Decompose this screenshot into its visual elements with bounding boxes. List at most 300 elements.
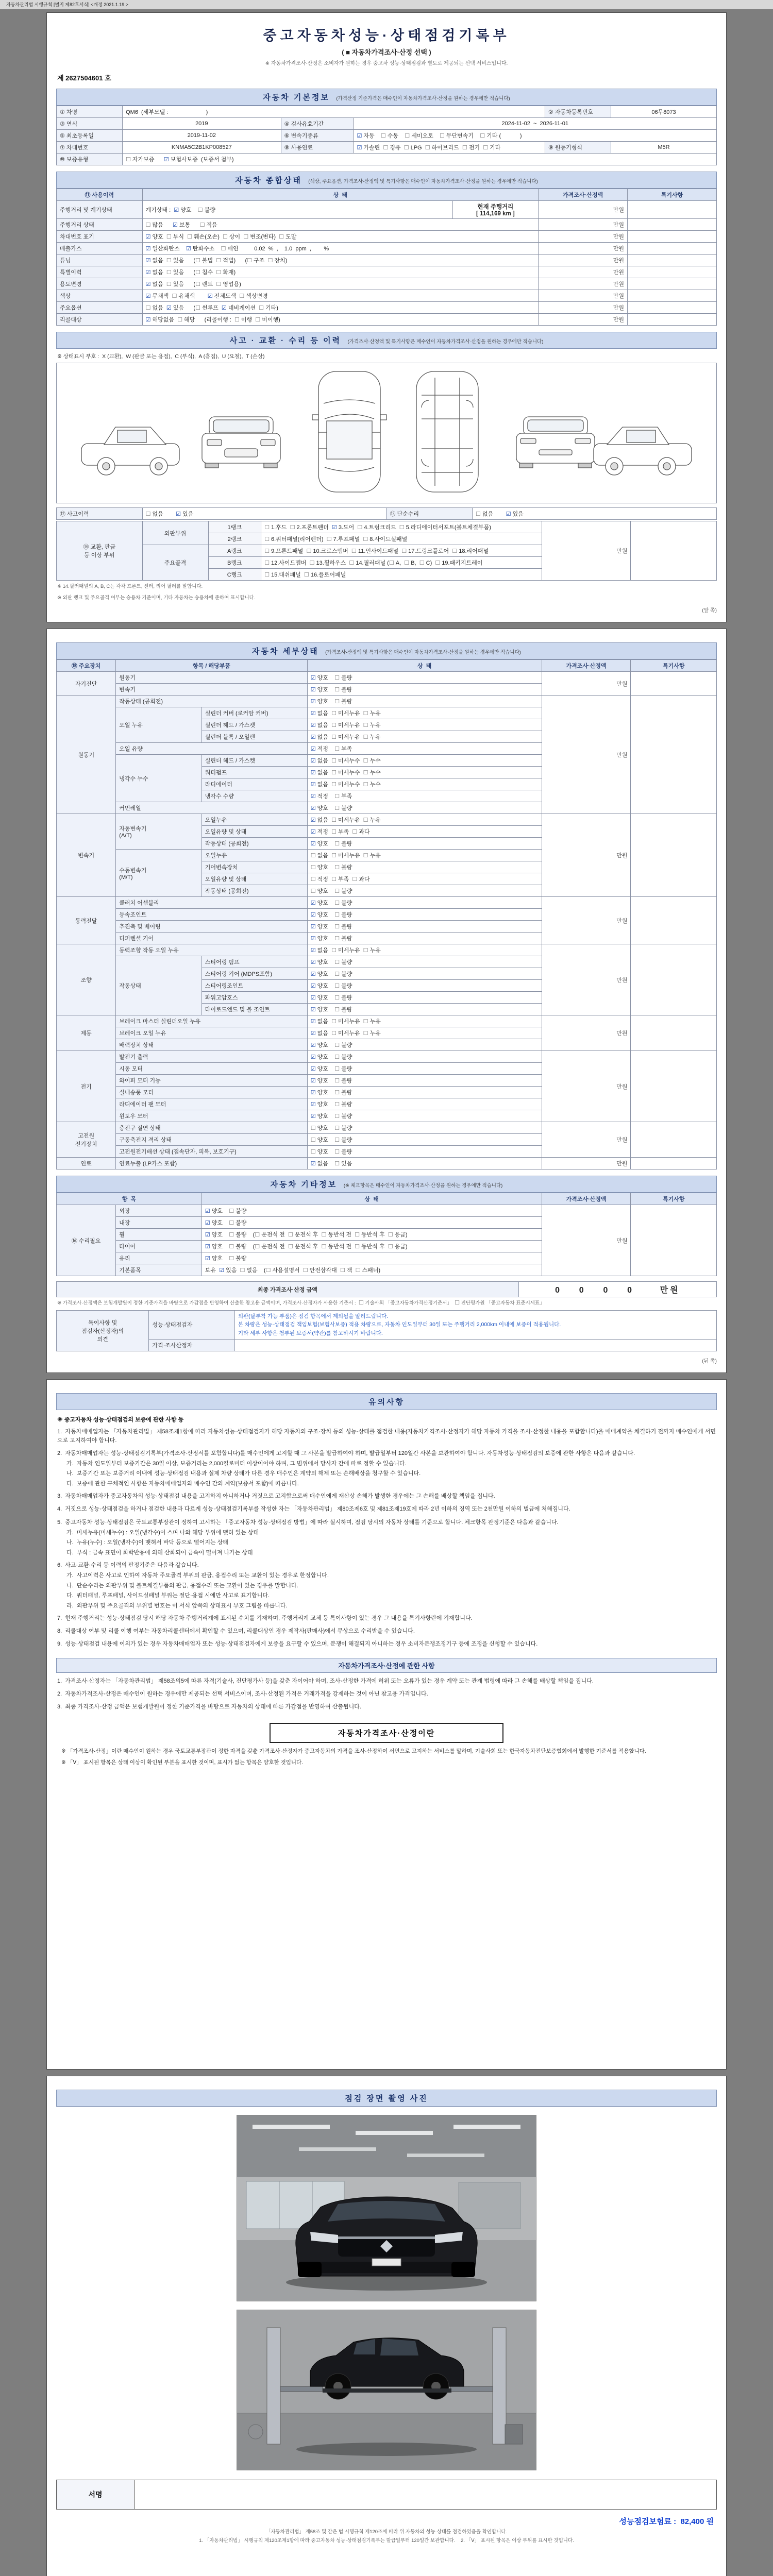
table-cell: ☐ 없음 ☑ 있음: [473, 508, 717, 520]
table-cell: 오일누유: [201, 850, 307, 861]
table-cell: [631, 696, 717, 814]
notice-item: 1. 가격조사·산정자는 「자동차관리법」 제58조의5에 따른 자격(기술사, 진단평가사 등)을 갖춘 자이어야 하며, 조사·산정한 가격에 허위 또는 오류가 있는 경우 계약 또는 관계 법령에 따라 그 손해를 배상할 책임을 집니다.: [57, 1678, 594, 1685]
table-cell: ⑫ 사고이력: [57, 508, 143, 520]
table-cell: ☑ 없음 ☐ 미세누유 ☐ 누유: [307, 814, 542, 826]
table-cell: 충전구 절연 상태: [116, 1122, 307, 1134]
inspector-opinion-table: [56, 1310, 717, 1351]
table-cell: 보유 ☑ 있음 ☐ 없음 (☐ 사용설명서 ☐ 안전삼각대 ☐ 잭 ☐ 스패너): [201, 1264, 542, 1276]
section-note-misc: (※ 체크항목은 매수인이 자동차가격조사·산정을 원하는 경우에만 적습니다): [343, 1183, 503, 1189]
table-cell: 2랭크: [208, 533, 261, 545]
notice-item: 3. 자동차매매업자가 중고자동차의 성능·상태점검 내용을 고지하지 아니하거나 거짓으로 고지함으로써 매수인에게 재산상 손해가 발생한 경우에는 그 손해를 배상할 책임을 집니다.: [57, 1493, 495, 1500]
table-cell: 추진축 및 베어링: [116, 921, 307, 933]
table-cell: [628, 278, 717, 290]
table-cell: 0 0 0 0 만원: [518, 1282, 716, 1297]
table-cell: ☑ 없음 ☐ 미세누유 ☐ 누유: [307, 731, 542, 743]
table-cell: 만원: [539, 219, 628, 231]
table-cell: 라디에이터: [201, 778, 307, 790]
table-cell: 내장: [116, 1217, 202, 1229]
table-cell: ⑬ 단순수리: [386, 508, 473, 520]
overall-condition-table: [56, 189, 717, 326]
notice-subitem: 가. 사고이력은 사고로 인하여 자동차 주요골격 부위의 판금, 용접수리 또는 교환이 있는 경우로 한정합니다.: [66, 1572, 329, 1579]
table-cell: 와이퍼 모터 기능: [116, 1075, 307, 1087]
table-cell: [628, 290, 717, 302]
table-cell: ☑ 적정 ☐ 부족: [307, 743, 542, 755]
table-cell: ☑ 없음 ☐ 미세누유 ☐ 누유: [307, 944, 542, 956]
table-cell: [628, 314, 717, 326]
table-cell: 브레이크 오일 누유: [116, 1027, 307, 1039]
table-cell: [631, 1205, 717, 1276]
table-cell: 브레이크 마스터 실린더오일 누유: [116, 1015, 307, 1027]
table-cell: 주요골격: [142, 545, 208, 581]
signature-area: [135, 2480, 716, 2509]
table-cell: ☐ 없음 ☐ 미세누유 ☐ 누유: [307, 850, 542, 861]
table-cell: ☑ 양호 ☐ 불량: [307, 956, 542, 968]
table-cell: 발전기 출력: [116, 1051, 307, 1063]
table-cell: 기어변속장치: [201, 861, 307, 873]
table-cell: KNMA5C2B1KP008527: [123, 142, 281, 154]
table-cell: 커먼레일: [116, 802, 307, 814]
sheet-photos: [46, 2076, 727, 2576]
table-cell: [628, 219, 717, 231]
table-cell: 계기상태 : ☑ 양호 ☐ 불량: [142, 201, 452, 219]
table-cell: ④ 검사유효기간: [281, 118, 354, 130]
notice-item: 6. 사고·교환·수리 등 이력의 판정기준은 다음과 같습니다.: [57, 1562, 199, 1569]
table-cell: 스티어링조인트: [201, 980, 307, 992]
table-cell: 최종 가격조사·산정 금액: [57, 1282, 519, 1297]
table-cell: 시동 모터: [116, 1063, 307, 1075]
table-cell: ☑ 없음 ☐ 있음 (☐ 렌트 ☐ 영업용): [142, 278, 539, 290]
section-title-detail: 자동차 세부상태: [252, 647, 319, 656]
table-cell: ☐ 없음 ☑ 있음 (☐ 썬루프 ☑ 네비게이션 ☐ 기타): [142, 302, 539, 314]
table-cell: 배출가스: [57, 243, 143, 255]
table-cell: 만원: [542, 1122, 631, 1158]
inspection-insurance-fee: 성능점검보험료 : 82,400 원: [619, 2517, 714, 2526]
table-cell: ☑ 양호 ☐ 불량: [307, 1039, 542, 1051]
table-cell: ② 자동차등록번호: [545, 106, 611, 118]
table-cell: 가격·조사산정자: [149, 1339, 235, 1351]
table-cell: ☑ 양호 ☐ 불량: [307, 1098, 542, 1110]
table-cell: ☑ 양호 ☐ 불량: [307, 968, 542, 980]
table-cell: [631, 1051, 717, 1122]
table-cell: 만원: [542, 814, 631, 897]
section-note-detail: (가격조사·산정액 및 특기사항은 매수인이 자동차가격조사·산정을 원하는 경우에만 적습니다): [325, 650, 521, 655]
table-cell: 오일유량 및 상태: [201, 826, 307, 838]
table-cell: ☑ 양호 ☐ 불량: [307, 672, 542, 684]
table-cell: 용도변경: [57, 278, 143, 290]
page-mark: (앞 쪽): [702, 608, 717, 614]
table-cell: ☑ 없음 ☐ 미세누유 ☐ 누유: [307, 1015, 542, 1027]
table-cell: ☑ 양호 ☐ 불량: [307, 838, 542, 850]
table-cell: 가격조사·산정액: [542, 1193, 631, 1205]
table-cell: ☑ 양호 ☐ 불량: [307, 1087, 542, 1098]
doc-number: 제 2627504601 호: [57, 74, 111, 82]
notice-item: 7. 현재 주행거리는 성능·상태점검 당시 해당 자동차 주행거리계에 표시된 수치를 기재하며, 주행거리계 교체 등 특이사항이 있는 경우 그 내용을 특기사항란에 기재합니다.: [57, 1615, 473, 1622]
table-cell: 특이사항 및 점검자(산정자)의 의견: [57, 1311, 149, 1351]
table-cell: 특기사항: [631, 1193, 717, 1205]
table-cell: 오일 유량: [116, 743, 307, 755]
table-cell: [631, 944, 717, 1015]
table-cell: ☑ 양호 ☐ 불량: [201, 1217, 542, 1229]
table-cell: 스티어링 펌프: [201, 956, 307, 968]
table-cell: 만원: [542, 1158, 631, 1170]
price-definition-title: 자동차가격조사·산정이란: [270, 1723, 503, 1743]
table-cell: [628, 302, 717, 314]
table-cell: ☑ 양호 ☐ 불량: [307, 684, 542, 696]
table-cell: 라디에이터 팬 모터: [116, 1098, 307, 1110]
table-cell: [631, 1158, 717, 1170]
damage-code-legend: ※ 상태표시 부호 : X (교환), W (판금 또는 용접), C (부식), A (흠집), U (요철), T (손상): [57, 353, 265, 360]
table-cell: ☐ 양호 ☐ 불량: [307, 861, 542, 873]
table-cell: 외장: [116, 1205, 202, 1217]
table-cell: 상 태: [142, 189, 539, 201]
table-cell: ☐ 6.쿼터패널(리어펜더) ☐ 7.루프패널 ☐ 8.사이드실패널: [261, 533, 542, 545]
signature-label: 서명: [57, 2480, 135, 2509]
table-cell: ☑ 자동 ☐ 수동 ☐ 세미오토 ☐ 무단변속기 ☐ 기타 ( ): [354, 130, 717, 142]
table-cell: 윈도우 모터: [116, 1110, 307, 1122]
table-cell: ☑ 적정 ☐ 부족: [307, 790, 542, 802]
table-cell: 만원: [539, 302, 628, 314]
table-cell: ☑ 없음 ☐ 있음: [307, 1158, 542, 1170]
doc-subtitle: ( ■ 자동차가격조사·산정 선택 ): [342, 48, 431, 56]
notice-subitem: 가. 자동차 인도일부터 보증기간은 30일 이상, 보증거리는 2,000킬로미터 이상이어야 하며, 그 범위에서 당사자 간에 따로 정할 수 있습니다.: [66, 1460, 407, 1467]
table-cell: ☑ 일산화탄소 ☑ 탄화수소 ☐ 매연 0.02 % , 1.0 ppm , %: [142, 243, 539, 255]
table-cell: [628, 266, 717, 278]
table-cell: 실린더 헤드 / 가스켓: [201, 719, 307, 731]
section-header-photos: [56, 2090, 717, 2107]
final-price-table: [56, 1281, 717, 1297]
misc-info-table: [56, 1193, 717, 1276]
notice-item: 1. 「자동차관리법」 시행규칙 제120조제1항에 따라 중고자동차 성능·상태점검기록부는 발급일부터 120일간 보관합니다. 2. 「Ⅴ」 표시된 항목은 이상 부위를 표시한 것입니다.: [199, 2538, 574, 2544]
section-title-misc: 자동차 기타정보: [270, 1180, 338, 1189]
car-rear-view: [516, 417, 595, 468]
table-cell: 전기: [57, 1051, 116, 1122]
inspection-photo-lift: [237, 2310, 536, 2470]
table-cell: ☑ 양호 ☐ 불량: [307, 696, 542, 707]
accident-history-table: [56, 507, 717, 520]
table-cell: 만원: [539, 243, 628, 255]
table-cell: ☐ 15.대쉬패널 ☐ 16.플로어패널: [261, 569, 542, 581]
table-cell: 만원: [542, 944, 631, 1015]
notice-item: 2. 자동차가격조사·산정은 매수인이 원하는 경우에만 제공되는 선택 서비스이며, 조사·산정된 가격은 거래가격을 강제하는 것이 아닌 참고용 가격입니다.: [57, 1691, 428, 1698]
table-cell: M5R: [611, 142, 717, 154]
table-cell: 만원: [539, 290, 628, 302]
car-top-view-frame: [416, 371, 478, 492]
table-cell: ☐ 자가보증 ☑ 보험사보증 (보증서 첨부): [123, 154, 717, 165]
table-cell: ☑ 양호 ☐ 불량: [201, 1205, 542, 1217]
table-cell: 2024-11-02 ~ 2026-11-01: [354, 118, 717, 130]
notice-item: 5. 중고자동차 성능·상태점검은 국토교통부장관이 정하여 고시하는 「중고자동차 성능·상태점검 방법」에 따라 실시하며, 점검 당시의 자동차 상태를 기준으로 합니다. 체크항목 판정기준은 다음과 같습니다.: [57, 1519, 559, 1526]
table-cell: 자동변속기 (A/T): [116, 814, 202, 850]
table-cell: 작동상태 (공회전): [201, 885, 307, 897]
table-cell: 실린더 커버 (로커암 커버): [201, 707, 307, 719]
table-cell: ⑧ 사용연료: [281, 142, 354, 154]
table-cell: 주행거리 및 계기상태: [57, 201, 143, 219]
table-cell: ☐ 양호 ☐ 불량: [307, 1134, 542, 1146]
detail-condition-table: [56, 659, 717, 1170]
table-cell: 타이어: [116, 1241, 202, 1252]
notice-item: 8. 리콜대상 여부 및 리콜 이행 여부는 자동차리콜센터에서 확인할 수 있으며, 리콜대상인 경우 제작사(판매사)에서 무상으로 수리받을 수 있습니다.: [57, 1628, 415, 1635]
table-cell: ☑ 양호 ☐ 불량: [201, 1252, 542, 1264]
table-cell: 만원: [539, 266, 628, 278]
table-cell: ☑ 없음 ☐ 미세누유 ☐ 누유: [307, 719, 542, 731]
section-header-overall: [56, 172, 717, 189]
section-header-accident: [56, 332, 717, 349]
table-cell: ☑ 양호 ☐ 불량: [307, 992, 542, 1004]
table-cell: 냉각수 누수: [116, 755, 202, 802]
table-cell: 자기진단: [57, 672, 116, 696]
table-cell: ☑ 양호 ☐ 불량: [307, 1110, 542, 1122]
notice-item: ※ 「가격조사·산정」이란 매수인이 원하는 경우 국토교통부장관이 정한 자격을 갖춘 가격조사·산정자가 중고자동차의 가격을 조사·산정하여 서면으로 고지하는 서비스를 말하며, 기술사회 또는 한국자동차진단보증협회에서 발행한 기준서를 적용합니다.: [61, 1748, 646, 1755]
section-title-accident: 사고 · 교환 · 수리 등 이력: [229, 336, 342, 345]
section-title-overall: 자동차 종합상태: [235, 176, 302, 185]
table-cell: 리콜대상: [57, 314, 143, 326]
table-cell: ☐ 양호 ☐ 불량: [307, 1122, 542, 1134]
table-cell: 원동기: [57, 696, 116, 814]
table-cell: 냉각수 수량: [201, 790, 307, 802]
car-side-right: [594, 427, 692, 475]
panels-note: ※ 14.필러패널의 A, B, C는 각각 프론트, 센터, 리어 필러를 말합니다.: [57, 584, 203, 589]
table-cell: ☑ 없음 ☐ 미세누유 ☐ 누유: [307, 707, 542, 719]
car-front-view: [202, 417, 280, 468]
inspection-photo-front: [237, 2115, 536, 2301]
section-header-detail: [56, 642, 717, 659]
table-cell: ⑥ 변속기종류: [281, 130, 354, 142]
table-cell: 기본품목: [116, 1264, 202, 1276]
notice-item: ※ 「Ⅴ」 표시된 항목은 상태 이상이 확인된 부분을 표시한 것이며, 표시가 없는 항목은 양호한 것입니다.: [61, 1759, 304, 1766]
car-top-view-body: [312, 371, 386, 492]
page-mark: (뒤 쪽): [702, 1358, 717, 1364]
notice-subitem: 라. 외판부위 및 주요골격의 부위별 번호는 이 서식 앞쪽의 상태표시 부호 그림을 따릅니다.: [66, 1602, 288, 1609]
table-cell: 주요옵션: [57, 302, 143, 314]
table-cell: 성능·상태점검자: [149, 1311, 235, 1340]
table-cell: 색상: [57, 290, 143, 302]
table-cell: 오일유량 및 상태: [201, 873, 307, 885]
notice-item: 4. 거짓으로 성능·상태점검을 하거나 점검한 내용과 다르게 성능·상태점검기록부를 작성한 자는 「자동차관리법」 제80조제6호 및 제81조제19호에 따라 2년 이하의 징역 또는 2천만원 이하의 벌금에 처해집니다.: [57, 1506, 570, 1513]
table-cell: 작동상태 (공회전): [201, 838, 307, 850]
table-cell: 조향: [57, 944, 116, 1015]
table-cell: 가격조사·산정액: [542, 660, 631, 672]
table-cell: ☑ 양호 ☐ 불량: [307, 921, 542, 933]
form-reference-strip: 자동차관리법 시행규칙 [별지 제82호서식] <개정 2021.1.19.>: [0, 0, 773, 9]
table-cell: ⑨ 원동기형식: [545, 142, 611, 154]
table-cell: 워터펌프: [201, 767, 307, 778]
table-cell: 만원: [539, 255, 628, 266]
table-cell: 오일 누유: [116, 707, 202, 743]
table-cell: ☑ 양호 ☐ 불량: [307, 1004, 542, 1015]
notice-subitem: 다. 쿼터패널, 루프패널, 사이드실패널 부위는 절단·용접 시에만 사고로 표기합니다.: [66, 1592, 270, 1599]
table-cell: 주행거리 상태: [57, 219, 143, 231]
table-cell: 스티어링 기어 (MDPS포함): [201, 968, 307, 980]
table-cell: [631, 1122, 717, 1158]
notice-item: 1. 자동차매매업자는 「자동차관리법」 제58조제1항에 따라 자동차성능·상태점검자가 해당 자동차의 구조·장치 등의 성능·상태를 점검한 내용(자동차가격조사·산정자가 해당 자동차 가격을 조사·산정한 내용을 포함합니다)을 매매계약을 체결하기 전까지 매수인에게 서면으로 고지하여야 합니다.: [57, 1428, 716, 1444]
table-cell: 연료누출 (LP가스 포함): [116, 1158, 307, 1170]
table-cell: 작동상태: [116, 956, 202, 1015]
section-header-misc: [56, 1176, 717, 1193]
notice-item: 2. 자동차매매업자는 성능·상태점검기록부(가격조사·산정서를 포함합니다)를 매수인에게 고지할 때 그 사본을 발급하여야 하며, 발급일부터 120일간 사본을 보관하여야 합니다. 자동차성능·상태점검의 보증에 관한 사항은 다음과 같습니다.: [57, 1450, 635, 1456]
table-cell: [628, 255, 717, 266]
doc-note: ※ 자동차가격조사·산정은 소비자가 원하는 경우 중고차 성능·상태점검과 별도로 제공되는 선택 서비스입니다.: [265, 61, 508, 66]
table-cell: 항 목: [57, 1193, 202, 1205]
table-cell: 현재 주행거리 [ 114,169 km ]: [452, 201, 539, 219]
table-cell: 외판(탈부착 가능 부품)은 점검 항목에서 제외됨을 알려드립니다. 본 차량은 성능·상태점검 책임보험(보험사보증) 적용 차량으로, 자동차 인도일부터 30일 또는 주행거리 2,000km 이내에 보증이 적용됩니다. 기타 세부 사항은 첨부된 보증서(약관)를 참고하시기 바랍니다.: [234, 1311, 716, 1340]
notice-subtitle: ※ 중고자동차 성능·상태점검의 보증에 관한 사항 등: [57, 1416, 184, 1423]
car-damage-diagram: [56, 363, 717, 503]
table-cell: ☑ 없음 ☐ 있음 (☐ 침수 ☐ 화재): [142, 266, 539, 278]
table-cell: [628, 231, 717, 243]
table-cell: 특기사항: [631, 660, 717, 672]
notice-subitem: 다. 보증에 관한 구체적인 사항은 자동차매매업자와 매수인 간의 계약(보증서 포함)에 따릅니다.: [66, 1480, 299, 1487]
table-cell: ⑭ 교환, 판금 등 이상 부위: [57, 521, 143, 581]
table-cell: 만원: [542, 1205, 631, 1276]
price-definition-lines: [56, 1747, 717, 1767]
final-price-note: ※ 가격조사·산정액은 보험개발원이 정한 기준가격을 바탕으로 가감점을 반영하여 산출한 참고용 금액이며, 가격조사·산정자가 사용한 기준서 : ☐ 기술사회 「중고자동차가격산정기준서」 ☐ 진단평가원 「중고자동차 표준시세표」: [57, 1300, 545, 1306]
basic-info-table: [56, 106, 717, 165]
table-cell: 고전원전기배선 상태 (접속단자, 피복, 보호기구): [116, 1146, 307, 1158]
table-cell: 등속조인트: [116, 909, 307, 921]
section-note-accident: (가격조사·산정액 및 특기사항은 매수인이 자동차가격조사·산정을 원하는 경우에만 적습니다): [347, 339, 544, 345]
table-cell: C랭크: [208, 569, 261, 581]
sheet-detail: [46, 629, 727, 1373]
table-cell: 원동기: [116, 672, 307, 684]
table-cell: ☑ 양호 ☐ 불량: [307, 802, 542, 814]
table-cell: [631, 814, 717, 897]
table-cell: ☑ 양호 ☐ 불량: [307, 1063, 542, 1075]
table-cell: 만원: [542, 1051, 631, 1122]
table-cell: ⑪ 사용이력: [57, 189, 143, 201]
notice-subitem: 나. 단순수리는 외판부위 및 볼트체결부품의 판금, 용접수리 또는 교환이 있는 경우를 말합니다.: [66, 1582, 298, 1589]
section-note-overall: (색상, 주요옵션, 가격조사·산정액 및 특기사항은 매수인이 자동차가격조사·산정을 원하는 경우에만 적습니다): [308, 179, 538, 184]
table-cell: ☐ 없음 ☑ 있음: [142, 508, 386, 520]
table-cell: ☑ 양호 ☐ 불량: [307, 933, 542, 944]
section-header-basic: [56, 89, 717, 106]
table-cell: ☐ 많음 ☑ 보통 ☐ 적음: [142, 219, 539, 231]
table-cell: ⑮ 주요장치: [57, 660, 116, 672]
table-cell: ⑦ 차대번호: [57, 142, 123, 154]
table-cell: [234, 1339, 716, 1351]
legal-footnotes: [56, 2529, 717, 2545]
signature-box: [56, 2480, 717, 2510]
table-cell: 타이로드엔드 및 볼 조인트: [201, 1004, 307, 1015]
table-cell: ☑ 양호 ☐ 불량: [307, 980, 542, 992]
table-cell: 제동: [57, 1015, 116, 1051]
table-cell: 만원: [539, 201, 628, 219]
table-cell: ☑ 양호 ☐ 불량: [307, 1051, 542, 1063]
table-cell: [628, 201, 717, 219]
table-cell: ① 차명: [57, 106, 123, 118]
notice-item: 3. 최종 가격조사·산정 금액은 보험개발원이 정한 기준가격을 바탕으로 자동차의 상태에 따른 가감점을 반영하여 산출됩니다.: [57, 1704, 361, 1710]
table-cell: 실내송풍 모터: [116, 1087, 307, 1098]
table-cell: [631, 672, 717, 696]
table-cell: ☑ 양호 ☐ 불량 (☐ 운전석 전 ☐ 운전석 후 ☐ 동반석 전 ☐ 동반석 후 ☐ 응급): [201, 1229, 542, 1241]
table-cell: 만원: [539, 278, 628, 290]
notice-subitem: 다. 부식 : 금속 표면이 화학반응에 의해 산화되어 금속이 떨어져 나가는 상태: [66, 1549, 253, 1556]
table-cell: 특기사항: [628, 189, 717, 201]
table-cell: [631, 897, 717, 944]
table-cell: 만원: [539, 314, 628, 326]
section-header-notice: [56, 1393, 717, 1410]
table-cell: 파워고압호스: [201, 992, 307, 1004]
accident-note2: ※ 외판 랭크 및 주요골격 여부는 승용차 기준이며, 기타 자동차는 승용차에 준하여 표시합니다.: [57, 595, 256, 601]
table-cell: ☐ 9.프론트패널 ☐ 10.크로스멤버 ☐ 11.인사이드패널 ☐ 17.트렁크플로어 ☐ 18.리어패널: [261, 545, 542, 557]
price-notice-list: [56, 1677, 717, 1711]
table-cell: 2019-11-02: [123, 130, 281, 142]
table-cell: 가격조사·산정액: [539, 189, 628, 201]
car-side-left: [81, 427, 179, 475]
table-cell: ☑ 양호 ☐ 불량: [307, 1075, 542, 1087]
table-cell: ☑ 적정 ☐ 부족 ☐ 과다: [307, 826, 542, 838]
table-cell: 2019: [123, 118, 281, 130]
table-cell: ☐ 1.후드 ☐ 2.프론트펜더 ☑ 3.도어 ☐ 4.트렁크리드 ☐ 5.라디에이터서포트(볼트체결부품): [261, 521, 542, 533]
table-cell: 만원: [542, 897, 631, 944]
table-cell: ☑ 없음 ☐ 미세누수 ☐ 누수: [307, 767, 542, 778]
sheet-notice: [46, 1379, 727, 2070]
table-cell: 1랭크: [208, 521, 261, 533]
table-cell: 만원: [542, 696, 631, 814]
table-cell: 만원: [542, 1015, 631, 1051]
table-cell: 만원: [542, 521, 631, 581]
table-cell: ☑ 양호 ☐ 불량: [307, 897, 542, 909]
table-cell: 06무8073: [611, 106, 717, 118]
table-cell: QM6 (세부모델 : ): [123, 106, 545, 118]
table-cell: ☑ 양호 ☐ 불량 (☐ 운전석 전 ☐ 운전석 후 ☐ 동반석 전 ☐ 동반석 후 ☐ 응급): [201, 1241, 542, 1252]
sheet-basic: [46, 12, 727, 622]
table-cell: ③ 연식: [57, 118, 123, 130]
table-cell: ⑩ 보증유형: [57, 154, 123, 165]
table-cell: ☐ 적정 ☐ 부족 ☐ 과다: [307, 873, 542, 885]
table-cell: 클러치 어셈블리: [116, 897, 307, 909]
table-cell: 수동변속기 (M/T): [116, 850, 202, 897]
table-cell: ⑯ 수리필요: [57, 1205, 116, 1276]
table-cell: ☑ 양호 ☐ 부식 ☐ 훼손(오손) ☐ 상이 ☐ 변조(변타) ☐ 도말: [142, 231, 539, 243]
table-cell: ☑ 가솔린 ☐ 경유 ☐ LPG ☐ 하이브리드 ☐ 전기 ☐ 기타: [354, 142, 545, 154]
table-cell: 동력전달: [57, 897, 116, 944]
table-cell: A랭크: [208, 545, 261, 557]
panel-replacement-table: [56, 521, 717, 581]
table-cell: ☐ 양호 ☐ 불량: [307, 885, 542, 897]
table-cell: ☑ 없음 ☐ 미세누수 ☐ 누수: [307, 755, 542, 767]
car-diagram-svg: [67, 367, 706, 496]
section-title-photos: 점검 장면 촬영 사진: [345, 2094, 428, 2103]
table-cell: 상 태: [307, 660, 542, 672]
notice-subitem: 나. 누유(누수) : 오일(냉각수)이 맺혀서 바닥 등으로 떨어지는 상태: [66, 1539, 228, 1546]
table-cell: 동력조향 작동 오일 누유: [116, 944, 307, 956]
table-cell: 연료: [57, 1158, 116, 1170]
notice-subitem: 나. 보증기간 또는 보증거리 이내에 성능·상태점검 내용과 실제 차량 상태가 다른 경우 매수인은 계약의 해제 또는 손해배상을 청구할 수 있습니다.: [66, 1470, 421, 1477]
table-cell: 변속기: [57, 814, 116, 897]
table-cell: 변속기: [116, 684, 307, 696]
table-cell: 작동상태 (공회전): [116, 696, 307, 707]
table-cell: ☑ 해당없음 ☐ 해당 (리콜이행 : ☐ 이행 ☐ 미이행): [142, 314, 539, 326]
table-cell: 휠: [116, 1229, 202, 1241]
table-cell: ⑤ 최초등록일: [57, 130, 123, 142]
table-cell: [631, 521, 717, 581]
notice-list: [56, 1428, 717, 1649]
table-cell: ☐ 양호 ☐ 불량: [307, 1146, 542, 1158]
table-cell: 특별이력: [57, 266, 143, 278]
section-title-basic: 자동차 기본정보: [263, 93, 330, 102]
doc-title: 중고자동차성능·상태점검기록부: [263, 28, 510, 43]
page: [0, 9, 773, 2576]
table-cell: B랭크: [208, 557, 261, 569]
table-cell: ☐ 12.사이드멤버 ☐ 13.휠하우스 ☐ 14.필러패널 (☐ A, ☐ B, ☐ C) ☐ 19.패키지트레이: [261, 557, 542, 569]
table-cell: 디퍼렌셜 기어: [116, 933, 307, 944]
table-cell: 고전원 전기장치: [57, 1122, 116, 1158]
table-cell: 유리: [116, 1252, 202, 1264]
table-cell: 외판부위: [142, 521, 208, 545]
section-title-notice: 유의사항: [368, 1397, 405, 1406]
table-cell: ☑ 양호 ☐ 불량: [307, 909, 542, 921]
table-cell: 오일누유: [201, 814, 307, 826]
